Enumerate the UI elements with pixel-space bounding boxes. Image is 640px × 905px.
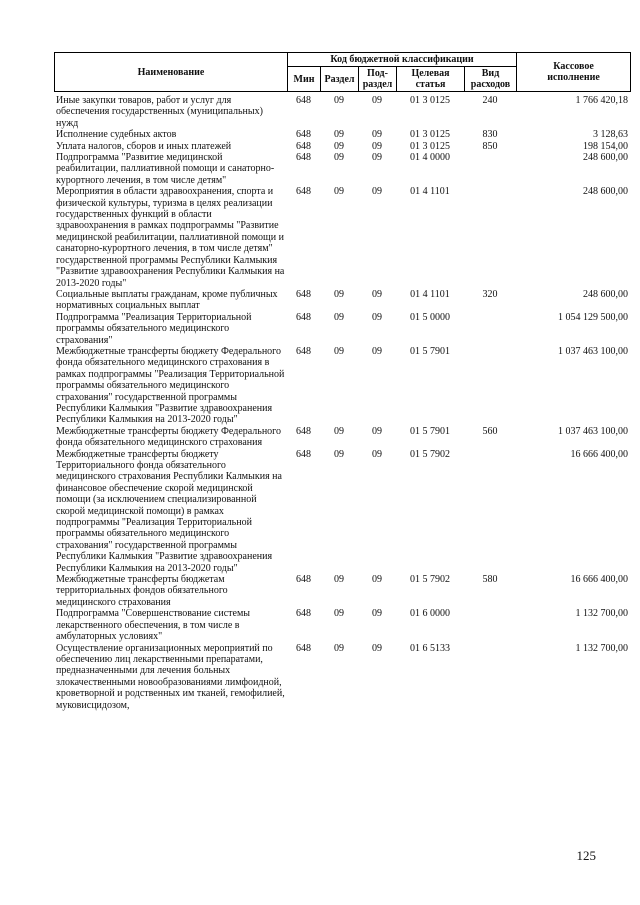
table-row bbox=[54, 608, 630, 642]
cell-name: Мероприятия в области здравоохранения, спорта и физической культуры, туризма в целях реализации государственных функций в области здравоохранения в рамках подпрограммы "Развитие медицинской реабилитации, паллиативной помощи и санаторно-курортного лечения, в том числе детям" государственной программы Республики Калмыкия "Развитие здравоохранения Республики Калмыкия на 2013-2020 годы" bbox=[56, 186, 285, 289]
cell-razdel: 09 bbox=[334, 186, 344, 198]
cell-amount: 16 666 400,00 bbox=[570, 448, 628, 460]
header-razdel: Раздел bbox=[321, 67, 359, 92]
cell-statya: 01 3 0125 bbox=[410, 95, 450, 106]
cell-podrazdel: 09 bbox=[372, 608, 382, 620]
cell-vid: 320 bbox=[482, 288, 498, 300]
cell-razdel: 09 bbox=[334, 288, 344, 300]
cell-vid bbox=[464, 152, 516, 186]
table-row bbox=[54, 129, 630, 140]
cell-amount: 3 128,63 bbox=[593, 129, 628, 141]
cell-razdel: 09 bbox=[334, 95, 344, 106]
cell-amount: 1 037 463 100,00 bbox=[558, 425, 628, 437]
cell-vid bbox=[464, 449, 516, 574]
cell-razdel: 09 bbox=[334, 345, 344, 357]
cell-podrazdel: 09 bbox=[372, 152, 382, 164]
cell-amount: 248 600,00 bbox=[583, 288, 628, 300]
cell-vid: 240 bbox=[482, 95, 498, 106]
cell-min: 648 bbox=[296, 345, 311, 357]
cell-name: Подпрограмма "Развитие медицинской реабилитации, паллиативной помощи и санаторно-курортного лечения, в том числе детям" bbox=[56, 152, 275, 186]
header-vid: Вид расходов bbox=[465, 67, 517, 92]
cell-razdel: 09 bbox=[334, 608, 344, 620]
budget-table bbox=[54, 95, 630, 711]
cell-podrazdel: 09 bbox=[372, 642, 382, 654]
cell-vid: 850 bbox=[482, 140, 498, 152]
cell-name: Подпрограмма "Совершенствование системы лекарственного обеспечения, в том числе в амбулаторных условиях" bbox=[56, 608, 250, 643]
cell-name: Межбюджетные трансферты бюджетам территориальных фондов обязательного медицинского страхования bbox=[56, 574, 228, 608]
table-row bbox=[54, 289, 630, 312]
cell-vid: 560 bbox=[482, 425, 498, 437]
cell-statya: 01 4 1101 bbox=[410, 288, 450, 300]
cell-statya: 01 5 7901 bbox=[410, 425, 450, 437]
cell-razdel: 09 bbox=[334, 152, 344, 164]
cell-min: 648 bbox=[296, 288, 311, 300]
cell-vid bbox=[464, 643, 516, 711]
header-kassa: Кассовое исполнение bbox=[517, 53, 631, 92]
cell-razdel: 09 bbox=[334, 642, 344, 654]
cell-vid bbox=[464, 186, 516, 289]
header-name: Наименование bbox=[55, 53, 288, 92]
table-row bbox=[54, 449, 630, 574]
cell-amount: 248 600,00 bbox=[583, 186, 628, 198]
cell-name: Подпрограмма "Реализация Территориальной программы обязательного медицинского страхования" bbox=[56, 311, 252, 346]
cell-amount: 1 037 463 100,00 bbox=[558, 345, 628, 357]
cell-min: 648 bbox=[296, 425, 311, 437]
table-row bbox=[54, 643, 630, 711]
cell-vid bbox=[464, 312, 516, 346]
cell-podrazdel: 09 bbox=[372, 140, 382, 152]
cell-podrazdel: 09 bbox=[372, 448, 382, 460]
table-row bbox=[54, 186, 630, 289]
table-row bbox=[54, 152, 630, 186]
table-row bbox=[54, 312, 630, 346]
cell-name: Осуществление организационных мероприятий по обеспечению лиц лекарственными препаратами, предназначенными для лечения больных злокачественными новообразованиями лимфоидной, кроветворной и родственных им тканей, гемофилией, муковисцидозом, bbox=[56, 642, 285, 711]
cell-vid bbox=[464, 346, 516, 426]
cell-vid: 580 bbox=[482, 574, 498, 586]
cell-vid bbox=[464, 608, 516, 642]
cell-name: Межбюджетные трансферты бюджету Федерального фонда обязательного медицинского страхования bbox=[56, 425, 282, 449]
header-podrazdel: Под- раздел bbox=[359, 67, 397, 92]
cell-vid: 830 bbox=[482, 129, 498, 141]
cell-podrazdel: 09 bbox=[372, 345, 382, 357]
table-row bbox=[54, 426, 630, 449]
cell-name: Межбюджетные трансферты бюджету Территориального фонда обязательного медицинского страхования Республики Калмыкия на финансовое обеспечение скорой медицинской помощи (за исключением специализированной скорой медицинской помощи) в рамках подпрограммы "Реализация Территориальной программы обязательного медицинского страхования" государственной программы Республики Калмыкия "Развитие здравоохранения Республики Калмыкия на 2013-2020 годы" bbox=[56, 448, 282, 574]
cell-name: Социальные выплаты гражданам, кроме публичных нормативных социальных выплат bbox=[56, 288, 278, 312]
cell-podrazdel: 09 bbox=[372, 186, 382, 198]
cell-podrazdel: 09 bbox=[372, 574, 382, 586]
table-row bbox=[54, 141, 630, 152]
cell-amount: 248 600,00 bbox=[583, 152, 628, 164]
cell-statya: 01 4 1101 bbox=[410, 186, 450, 198]
table-row bbox=[54, 95, 630, 129]
cell-amount: 1 054 129 500,00 bbox=[558, 311, 628, 323]
cell-amount: 198 154,00 bbox=[583, 140, 628, 152]
cell-min: 648 bbox=[296, 574, 311, 586]
cell-podrazdel: 09 bbox=[372, 288, 382, 300]
header-tselevaya: Целевая статья bbox=[397, 67, 465, 92]
cell-min: 648 bbox=[296, 95, 311, 106]
cell-min: 648 bbox=[296, 608, 311, 620]
cell-razdel: 09 bbox=[334, 448, 344, 460]
cell-statya: 01 5 7901 bbox=[410, 345, 450, 357]
cell-statya: 01 5 7902 bbox=[410, 448, 450, 460]
cell-razdel: 09 bbox=[334, 574, 344, 586]
cell-min: 648 bbox=[296, 186, 311, 198]
table-header bbox=[54, 52, 631, 92]
cell-min: 648 bbox=[296, 311, 311, 323]
cell-statya: 01 5 0000 bbox=[410, 311, 450, 323]
cell-min: 648 bbox=[296, 448, 311, 460]
cell-podrazdel: 09 bbox=[372, 311, 382, 323]
cell-name: Исполнение судебных актов bbox=[56, 129, 177, 141]
cell-statya: 01 5 7902 bbox=[410, 574, 450, 586]
cell-amount: 1 132 700,00 bbox=[575, 608, 628, 620]
cell-statya: 01 6 0000 bbox=[410, 608, 450, 620]
cell-min: 648 bbox=[296, 129, 311, 141]
cell-podrazdel: 09 bbox=[372, 129, 382, 141]
cell-min: 648 bbox=[296, 642, 311, 654]
cell-name: Уплата налогов, сборов и иных платежей bbox=[56, 140, 232, 152]
cell-razdel: 09 bbox=[334, 425, 344, 437]
cell-amount: 1 132 700,00 bbox=[575, 642, 628, 654]
cell-podrazdel: 09 bbox=[372, 95, 382, 106]
cell-statya: 01 3 0125 bbox=[410, 129, 450, 141]
cell-razdel: 09 bbox=[334, 311, 344, 323]
header-code-group: Код бюджетной классификации bbox=[288, 53, 517, 67]
cell-min: 648 bbox=[296, 152, 311, 164]
table-row bbox=[54, 346, 630, 426]
page-number: 125 bbox=[576, 848, 596, 863]
cell-min: 648 bbox=[296, 140, 311, 152]
cell-razdel: 09 bbox=[334, 140, 344, 152]
cell-podrazdel: 09 bbox=[372, 425, 382, 437]
cell-statya: 01 4 0000 bbox=[410, 152, 450, 164]
cell-razdel: 09 bbox=[334, 129, 344, 141]
cell-name: Иные закупки товаров, работ и услуг для обеспечения государственных (муниципальных) нужд bbox=[56, 95, 263, 129]
cell-name: Межбюджетные трансферты бюджету Федерального фонда обязательного медицинского страхования в рамках подпрограммы "Реализация Территориальной программы обязательного медицинского страхования" государственной программы Республики Калмыкия "Развитие здравоохранения Республики Калмыкия на 2013-2020 годы" bbox=[56, 345, 285, 426]
cell-statya: 01 6 5133 bbox=[410, 642, 450, 654]
cell-amount: 1 766 420,18 bbox=[575, 95, 628, 106]
table-row bbox=[54, 574, 630, 608]
cell-statya: 01 3 0125 bbox=[410, 140, 450, 152]
cell-amount: 16 666 400,00 bbox=[570, 574, 628, 586]
header-min: Мин bbox=[288, 67, 321, 92]
